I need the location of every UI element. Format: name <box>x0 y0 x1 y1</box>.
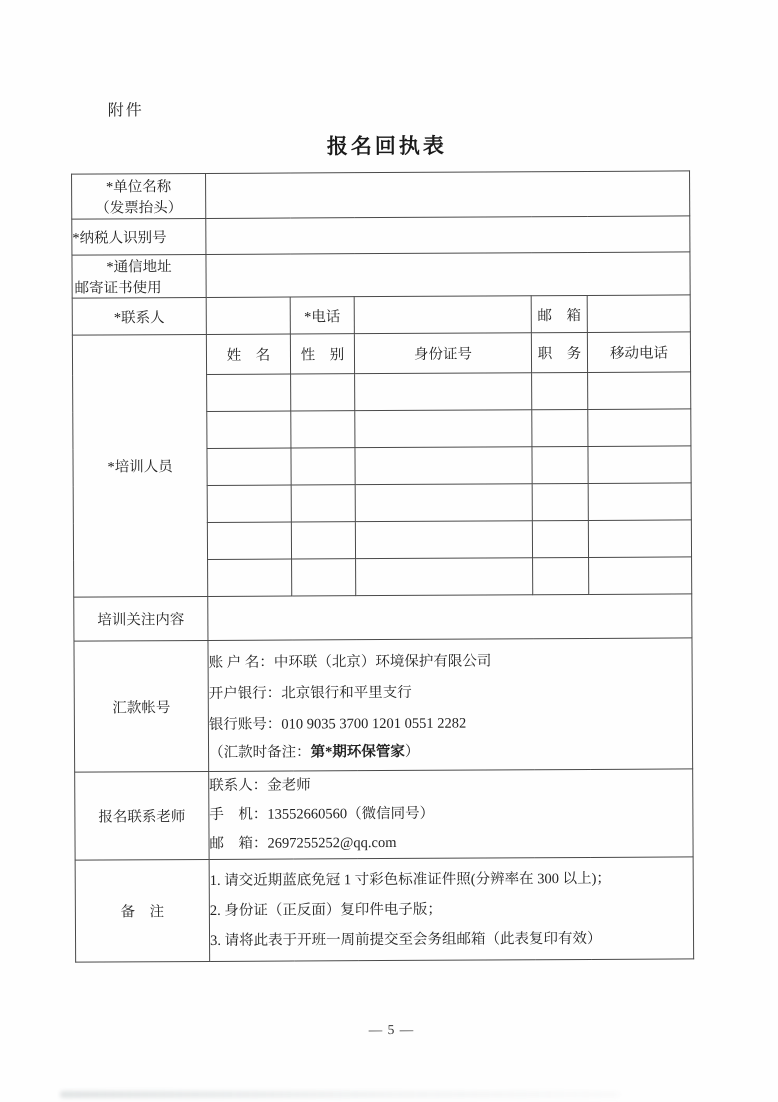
scan-edge-artifact <box>60 1091 620 1098</box>
trainee-empty-cell <box>532 483 588 520</box>
remarks-label: 备 注 <box>75 859 210 962</box>
remittance-note-prefix: （汇款时备注： <box>209 743 311 761</box>
remittance-note <box>209 738 692 765</box>
trainee-empty-cell <box>291 485 355 522</box>
trainee-empty-cell <box>532 446 588 483</box>
registration-form-table <box>71 170 694 962</box>
remark-item-1: 1. 请交近期蓝底免冠 1 寸彩色标准证件照(分辨率在 300 以上)； <box>209 870 611 889</box>
trainee-empty-cell <box>355 484 532 522</box>
trainee-col-mobile: 移动电话 <box>587 332 690 373</box>
trainee-empty-cell <box>355 410 532 448</box>
remittance-details-cell <box>208 638 693 772</box>
trainee-empty-cell <box>291 448 355 485</box>
trainee-empty-cell <box>292 559 356 596</box>
phone-value-cell <box>354 296 531 334</box>
contact-value-cell <box>206 297 290 334</box>
row-address <box>72 252 690 298</box>
trainee-empty-cell <box>355 521 532 559</box>
trainee-empty-cell <box>208 559 292 596</box>
trainee-empty-cell <box>207 485 291 522</box>
page-number: — 5 — <box>368 1021 415 1038</box>
trainee-empty-cell <box>356 558 533 596</box>
trainee-empty-cell <box>291 522 355 559</box>
remark-item-2: 2. 身份证（正反面）复印件电子版； <box>209 901 442 919</box>
trainee-empty-cell <box>533 557 589 594</box>
row-trainee-header <box>72 332 690 375</box>
trainee-empty-cell <box>207 411 291 448</box>
remittance-bank: 开户银行：北京银行和平里支行 <box>208 684 412 702</box>
row-unit-name <box>72 171 690 219</box>
row-remittance <box>74 638 693 772</box>
unit-name-label-line1: *单位名称 <box>105 179 172 196</box>
trainee-empty-cell <box>588 446 691 484</box>
phone-label: *电话 <box>290 297 354 334</box>
remittance-account-number: 银行账号：010 9035 3700 1201 0551 2282 <box>208 715 467 733</box>
trainee-col-id-number: 身份证号 <box>354 333 531 374</box>
remark-item-3: 3. 请将此表于开班一周前提交至会务组邮箱（此表复印有效） <box>210 930 602 949</box>
trainee-empty-cell <box>588 409 691 447</box>
trainee-empty-cell <box>291 374 355 411</box>
registration-contact-label: 报名联系老师 <box>75 771 209 860</box>
trainee-empty-cell <box>532 409 588 446</box>
address-value-cell <box>206 252 690 298</box>
registration-contact-email: 邮 箱：2697255252@qq.com <box>209 834 397 852</box>
trainee-empty-cell <box>588 520 691 558</box>
trainee-empty-cell <box>207 522 291 559</box>
remittance-account-name: 账 户 名：中环联（北京）环境保护有限公司 <box>208 652 492 671</box>
trainee-empty-cell <box>589 557 692 595</box>
remittance-label: 汇款帐号 <box>74 640 209 772</box>
trainees-label: *培训人员 <box>72 334 207 597</box>
unit-name-value-cell <box>206 171 690 219</box>
trainee-empty-cell <box>355 447 532 485</box>
trainee-empty-cell <box>532 372 588 409</box>
trainee-empty-cell <box>588 372 691 410</box>
email-label: 邮 箱 <box>531 295 587 332</box>
trainee-empty-cell <box>207 448 291 485</box>
row-training-focus <box>74 594 692 641</box>
attachment-label: 附件 <box>107 102 144 120</box>
row-registration-contact <box>75 769 694 860</box>
email-value-cell <box>587 295 690 333</box>
tax-id-label: *纳税人识别号 <box>72 218 206 255</box>
address-label-line1: *通信地址 <box>106 259 172 276</box>
row-tax-id <box>72 216 690 255</box>
trainee-empty-cell <box>588 483 691 521</box>
row-remarks <box>75 857 694 962</box>
unit-name-label-line2: （发票抬头） <box>95 200 183 217</box>
trainee-col-position: 职 务 <box>531 332 587 372</box>
page-title: 报名回执表 <box>326 133 447 159</box>
trainee-empty-cell <box>532 520 588 557</box>
tax-id-value-cell <box>206 216 690 255</box>
registration-contact-mobile: 手 机：13552660560（微信同号） <box>209 805 435 823</box>
unit-name-label <box>72 173 206 219</box>
address-label <box>72 254 206 298</box>
trainee-empty-cell <box>207 374 291 411</box>
row-contact <box>72 295 690 335</box>
trainee-empty-cell <box>355 373 532 411</box>
trainee-col-name: 姓 名 <box>206 334 290 374</box>
remittance-note-bold: 第*期环保管家 <box>310 743 405 760</box>
training-focus-label: 培训关注内容 <box>74 596 208 641</box>
registration-contact-details-cell <box>209 769 694 860</box>
remarks-cell <box>209 857 694 962</box>
remittance-note-suffix: ） <box>404 743 420 760</box>
training-focus-value-cell <box>208 594 692 641</box>
contact-label: *联系人 <box>72 297 206 335</box>
trainee-empty-cell <box>291 411 355 448</box>
trainee-col-gender: 性 别 <box>290 334 354 374</box>
address-label-line2: 邮寄证书使用 <box>74 280 162 297</box>
registration-contact-person: 联系人：金老师 <box>209 777 311 794</box>
